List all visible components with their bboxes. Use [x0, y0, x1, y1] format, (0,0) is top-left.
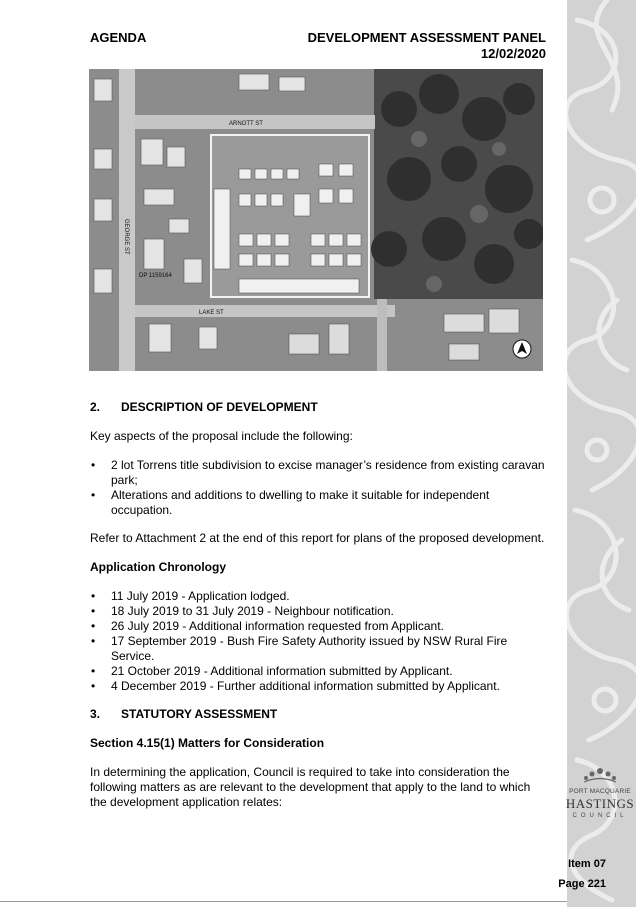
- item-number: Item 07: [568, 858, 606, 870]
- bottom-rule: [0, 901, 567, 902]
- consideration-paragraph: In determining the application, Council is required to take into consideration the following matters as are relevant to the development that apply to the land to which the development application relates:: [90, 765, 531, 809]
- list-item: • 11 July 2019 - Application lodged.: [90, 589, 545, 604]
- development-aspects-list: [90, 458, 545, 518]
- council-logo: [565, 765, 635, 819]
- section-3-heading: [90, 707, 545, 722]
- aerial-site-photo: [89, 69, 543, 371]
- meeting-date: 12/02/2020: [480, 46, 546, 61]
- list-item: • 26 July 2019 - Additional information requested from Applicant.: [90, 619, 545, 634]
- chronology-heading: Application Chronology: [90, 560, 226, 574]
- agenda-label: AGENDA: [90, 30, 147, 45]
- section-2-heading: [90, 400, 545, 415]
- list-item: • 17 September 2019 - Bush Fire Safety Authority issued by NSW Rural Fire Service.: [90, 634, 545, 664]
- street-label-arnott: ARNOTT ST: [229, 121, 263, 127]
- intro-paragraph: Key aspects of the proposal include the following:: [90, 429, 353, 443]
- section-number: 3.: [90, 707, 101, 721]
- logo-line-1: PORT MACQUARIE: [569, 788, 631, 795]
- lot-label: DP 1159164: [139, 273, 172, 279]
- page-number: Page 221: [558, 878, 606, 890]
- section-number: 2.: [90, 400, 101, 414]
- list-item: • Alterations and additions to dwelling to make it suitable for independent occupation.: [90, 488, 545, 518]
- list-item: • 4 December 2019 - Further additional information submitted by Applicant.: [90, 679, 545, 694]
- street-label-lake: LAKE ST: [199, 310, 224, 316]
- section-title: DESCRIPTION OF DEVELOPMENT: [121, 400, 318, 414]
- logo-line-2: HASTINGS: [565, 796, 635, 811]
- section-title: STATUTORY ASSESSMENT: [121, 707, 278, 721]
- attachment-reference: Refer to Attachment 2 at the end of this report for plans of the proposed development.: [90, 531, 545, 545]
- panel-title: DEVELOPMENT ASSESSMENT PANEL: [307, 30, 546, 45]
- logo-line-3: COUNCIL: [572, 813, 628, 819]
- matters-subheading: Section 4.15(1) Matters for Consideration: [90, 736, 325, 750]
- list-item: • 21 October 2019 - Additional information submitted by Applicant.: [90, 664, 545, 679]
- street-label-george: GEORGE ST: [123, 219, 129, 255]
- logo-emblem-icon: [582, 765, 618, 783]
- list-item: • 18 July 2019 to 31 July 2019 - Neighbour notification.: [90, 604, 545, 619]
- chronology-list: [90, 589, 545, 694]
- report-body: [90, 400, 545, 824]
- document-header: [308, 30, 546, 62]
- list-item: • 2 lot Torrens title subdivision to excise manager’s residence from existing caravan park;: [90, 458, 545, 488]
